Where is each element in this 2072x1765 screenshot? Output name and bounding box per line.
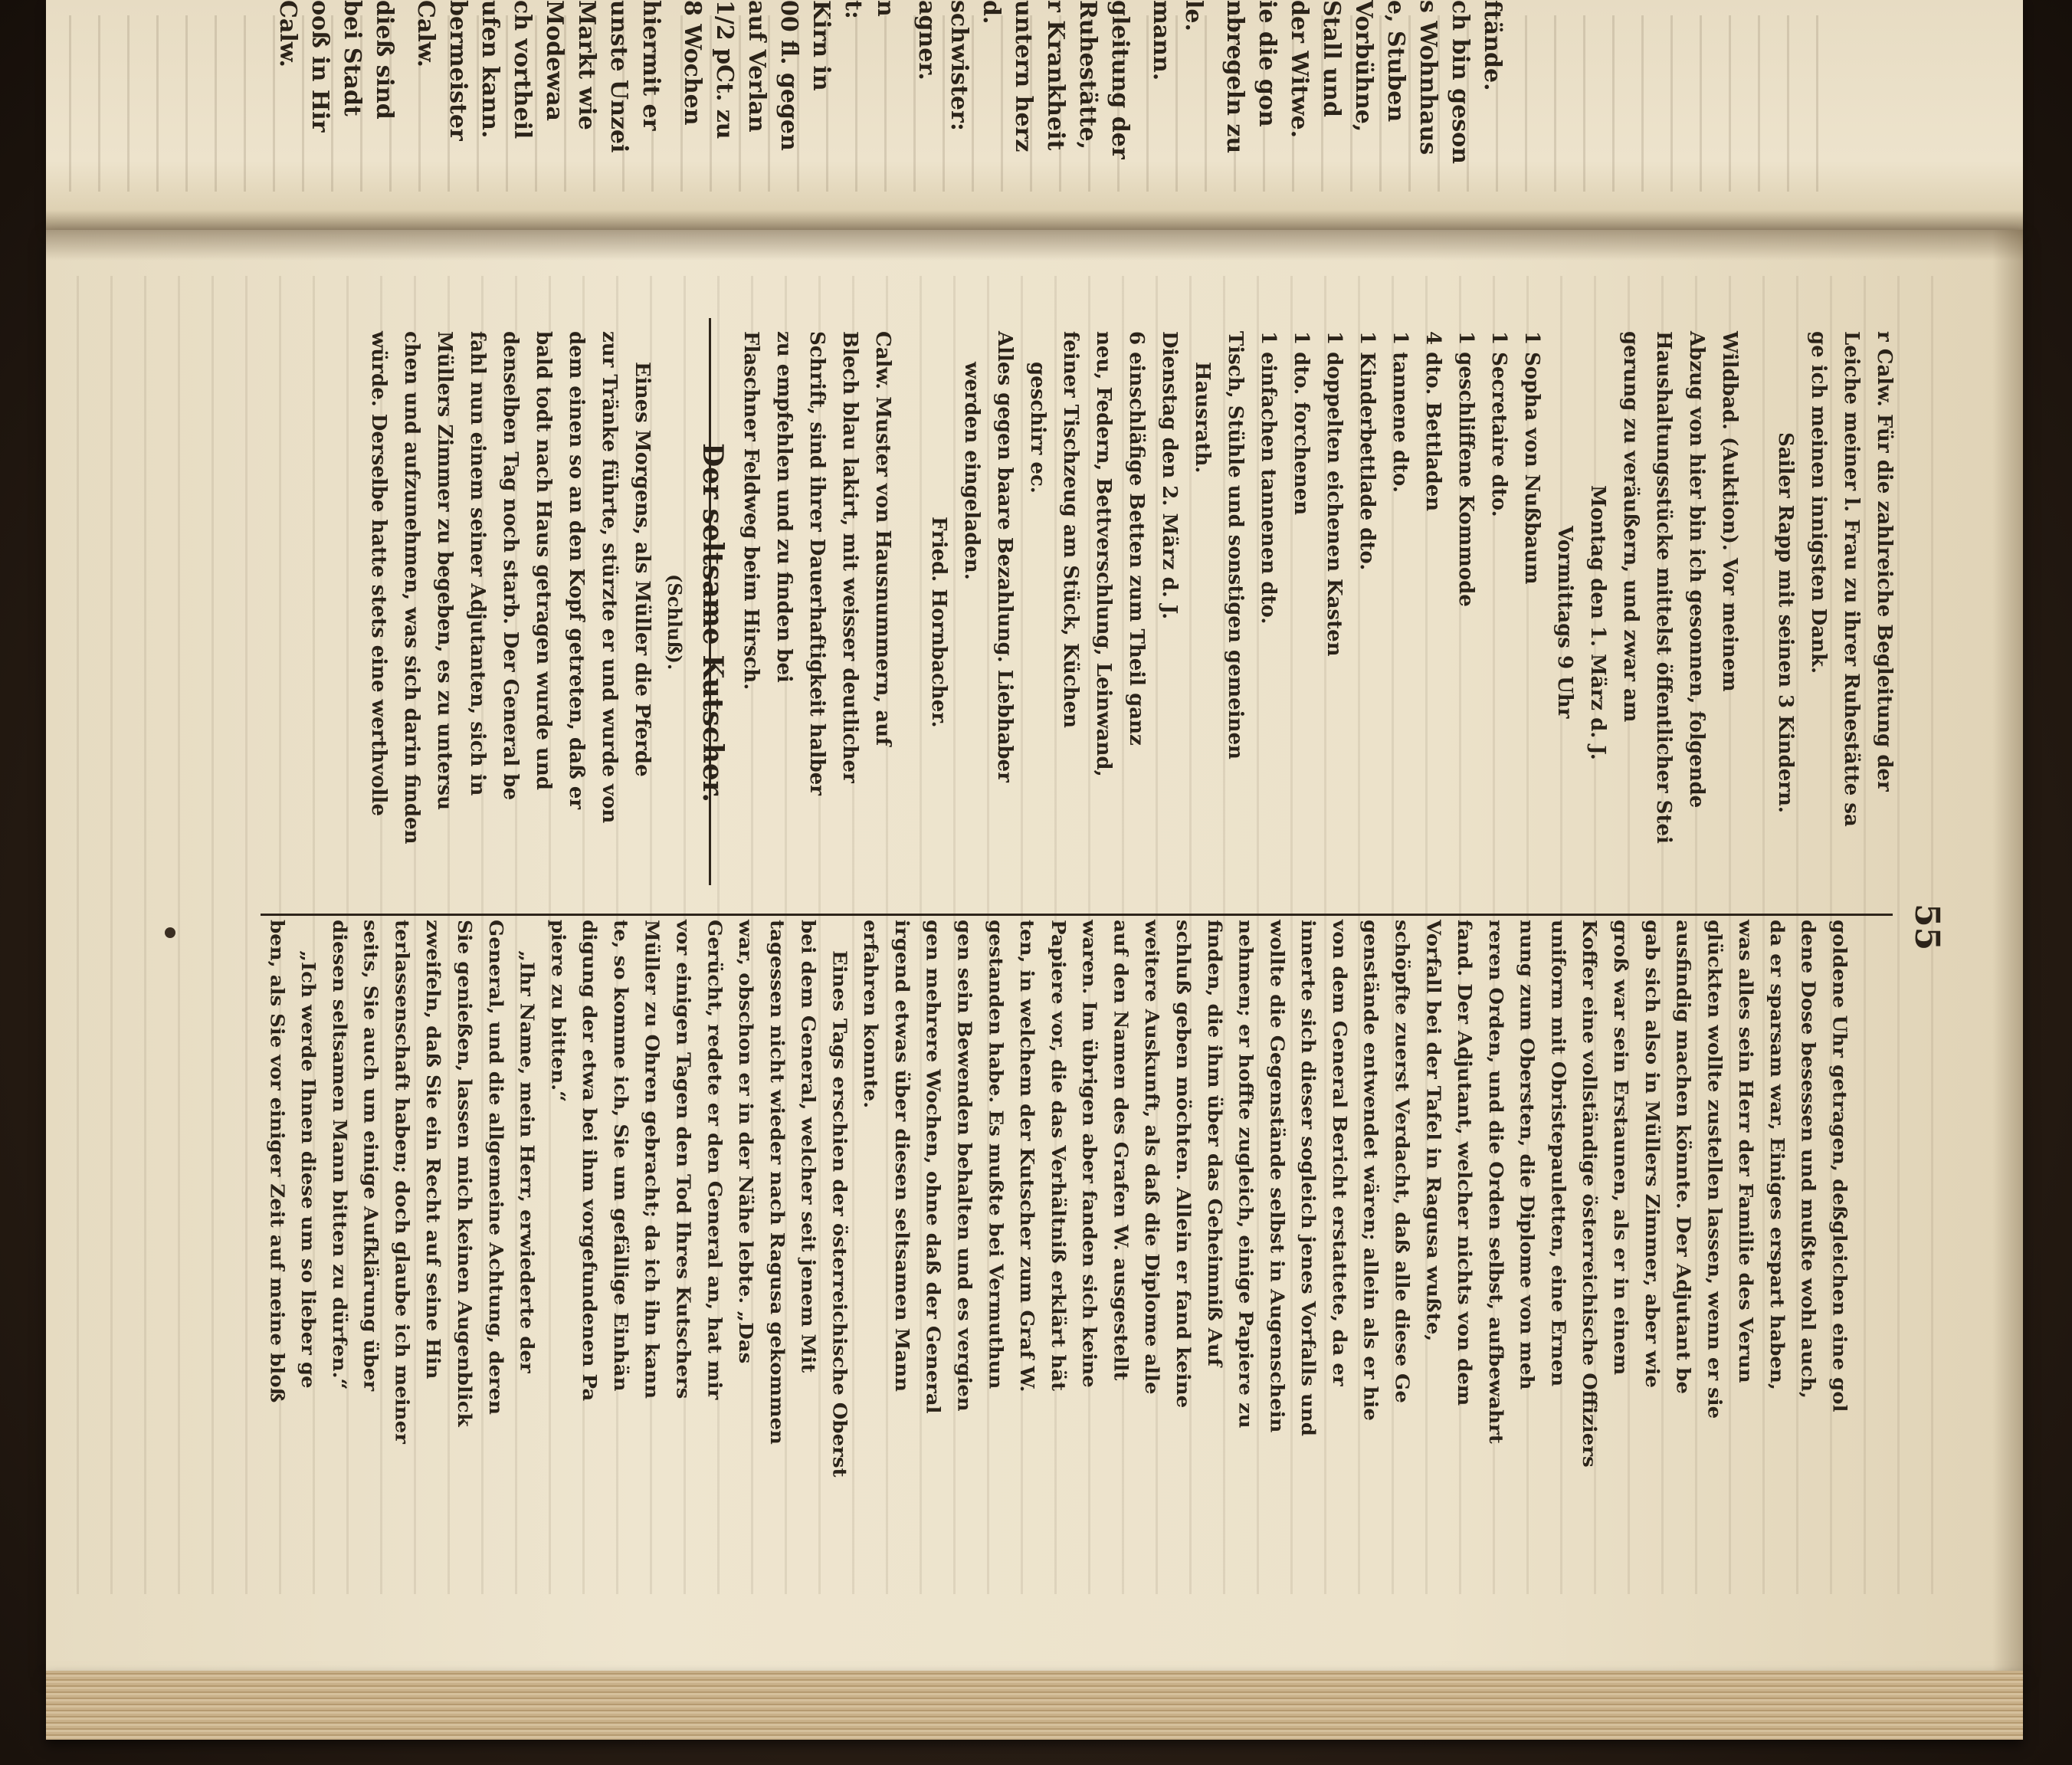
text-line: genstände entwendet wären; allein als er hie [1359,920,1382,1421]
text-line: General, und die allgemeine Achtung, deren [484,920,507,1416]
text-line: der Witwe. [1286,0,1313,139]
text-line: 4 dto. Bettladen [1421,331,1444,512]
text-line: auf den Namen des Grafen W. ausgestellt [1109,920,1132,1381]
text-line: ten, in welchem der Kutscher zum Graf W. [1015,920,1038,1393]
text-line: 1 Secretaire dto. [1487,331,1510,517]
text-line: gab sich also in Müllers Zimmer, aber wie [1641,920,1663,1388]
text-line: Leiche meiner l. Frau zu ihrer Ruhestätte sa [1840,331,1863,827]
text-line: te, so komme ich, Sie um gefällige Einhän [609,920,631,1392]
text-line: zu empfehlen und zu finden bei [772,331,795,683]
text-line: ch vortheil [509,0,536,139]
text-line: Müller zu Ohren gebracht; da ich ihn kann [641,920,663,1399]
text-line: finden, die ihm über das Geheimniß Auf [1203,920,1225,1367]
text-line: da er sparsam war, Einiges erspart haben, [1765,920,1788,1390]
text-line: Alles gegen baare Bezahlung. Liebhaber [993,331,1016,782]
text-line: Kirn in [808,0,834,91]
text-line: 8 Wochen [679,0,706,126]
text-line: Calw. Muster von Hausnummern, auf [871,331,894,746]
text-line: ufen kann. [477,0,503,139]
gutter-shadow [46,230,2023,261]
text-line: irgend etwas über diesen seltsamen Mann [890,920,913,1393]
left-column-notices [362,331,1900,914]
story-title: Der seltsame Kutscher. [697,442,729,802]
text-line: s Wohnhaus [1415,0,1441,156]
text-line: ie die gon [1254,0,1280,127]
text-line: diesen seltsamen Mann bitten zu dürfen.“ [328,920,350,1390]
text-line: Müllers Zimmer zu begeben, es zu untersu [433,331,456,810]
text-line: 1 tannene dto. [1388,331,1411,493]
text-line: gerung zu veräußern, und zwar am [1619,331,1642,723]
text-line: erfahren konnte. [859,920,881,1109]
text-line: Blech blau lakirt, mit weisser deutlicher [838,331,861,783]
text-line: ben, als Sie vor einiger Zeit auf meine bloß [265,920,288,1403]
text-line: 1 Kinderbettlade dto. [1356,331,1379,571]
text-line: ooß in Hir [307,0,333,133]
text-line: Wildbad. (Auktion). Vor meinem [1718,331,1741,692]
text-line: le. [1180,0,1207,31]
text-line: r Calw. Für die zahlreiche Begleitung der [1873,331,1896,792]
text-line: 1 geschliffene Kommode [1454,331,1477,607]
text-line: weitere Auskunft, als daß die Diplome alle [1140,920,1163,1395]
page-curl-shadow [1992,230,2023,1671]
text-line: 6 einschläfige Betten zum Theil ganz [1125,331,1148,746]
text-line: Abzug von hier bin ich gesonnen, folgende [1685,331,1708,809]
text-line: Markt wie [573,0,600,130]
text-line: r Krankheit [1042,0,1069,151]
text-line: tagessen nicht wieder nach Ragusa gekommen [766,920,788,1445]
text-line: uniform mit Obristepauletten, eine Ernen [1546,920,1569,1387]
text-line: Gerücht, redete er den General an, hat mir [703,920,726,1400]
text-line: agner. [913,0,940,80]
text-line: digung der etwa bei ihm vorgefundenen Pa [578,920,600,1402]
column-divider [261,914,1893,916]
text-line: neu, Federn, Bettverschlung, Leinwand, [1092,331,1115,777]
text-line: Sailer Rapp mit seinen 3 Kindern. [1774,431,1797,813]
page-number: 55 [1907,904,1946,951]
text-line: reren Orden, und die Orden selbst, aufbewahrt [1484,920,1506,1444]
text-line: Koffer eine vollständige österreichische Offiziers [1578,920,1601,1468]
text-line: ge ich meinen innigsten Dank. [1807,331,1830,674]
text-line: Montag den 1. März d. J. [1586,484,1609,760]
text-line: würde. Derselbe hatte stets eine werthvolle [367,331,390,816]
text-line: dene Dose besessen und mußte wohl auch, [1797,920,1819,1399]
previous-page-text [274,0,1506,222]
text-line: 1 doppelten eichenen Kasten [1323,331,1346,657]
previous-page-fragment [46,0,2023,230]
book-page-edges [46,1671,2023,1740]
text-line: bei dem General, welcher seit jenem Mit [796,920,819,1373]
text-line: Hausrath. [1191,362,1214,474]
text-line: war, obschon er in der Nähe lebte. „Das [734,920,756,1364]
text-line: Haushaltungsstücke mittelst öffentlicher Stei [1652,331,1675,844]
text-line: Tisch, Stühle und sonstigen gemeinen [1224,331,1247,759]
text-line: ftände. [1479,0,1506,91]
text-line: Vormittags 9 Uhr [1553,526,1576,719]
text-line: Calw. [274,0,301,67]
text-line: waren. Im übrigen aber fanden sich keine [1078,920,1100,1388]
text-line: d. [978,0,1005,25]
text-line: feiner Tischzeug am Stück, Küchen [1059,331,1082,728]
text-line: nung zum Obersten, die Diplome von meh [1516,920,1538,1390]
text-line: dieß sind [371,0,398,120]
text-line: denselben Tag noch starb. Der General be [499,331,522,801]
text-line: Papiere vor, die das Verhältniß erklärt hät [1047,920,1069,1392]
text-line: 1 dto. forchenen [1290,331,1313,516]
text-line: schluß geben möchten. Allein er fand keine [1172,920,1194,1409]
text-line: gen sein Bewenden behalten und es vergien [952,920,975,1412]
story-subtitle: (Schluß). [664,574,686,671]
text-line: 1/2 pCt. zu [711,0,738,139]
text-line: bermeister [444,0,471,141]
text-line: gleitung der [1106,0,1133,159]
text-line: zweifeln, daß Sie ein Recht auf seine Hin [421,920,444,1380]
text-line [1746,331,1769,914]
text-line: schwister: [946,0,972,131]
text-line: wollte die Gegenstände selbst in Augenschein [1265,920,1288,1433]
text-line: dem einen so an den Kopf getreten, daß er [565,331,588,809]
text-line: mann. [1148,0,1175,81]
text-line: Vorfall bei der Tafel in Ragusa wußte, [1421,920,1444,1342]
text-line: bald todt nach Haus getragen wurde und [532,331,555,790]
text-line: ausfindig machen könnte. Der Adjutant be [1671,920,1694,1394]
text-line: nbregeln zu [1221,0,1248,154]
text-line: Vorbühne, [1350,0,1377,133]
text-line: chen und aufzunehmen, was sich darin finden [400,331,423,845]
text-line: unste Unzei [605,0,632,153]
text-line: hiermit er [638,0,664,131]
text-line: „Ihr Name, mein Herr, erwiederte der [515,950,538,1373]
text-line [899,331,922,914]
text-line: 00 fl. gegen [775,0,802,151]
text-line: glückten wollte zustellen lassen, wenn er sie [1703,920,1726,1419]
text-line: „Ich werde Ihnen diese um so lieber ge [297,950,319,1389]
text-line: zur Tränke führte, stürzte er und wurde von [598,331,621,824]
right-column-story [261,920,1854,1609]
text-line: was alles sein Herr der Familie des Verun [1734,920,1756,1383]
text-line: Eines Tags erschien der österreichische Oberst [828,950,851,1478]
text-line: innerte sich dieser sogleich jenes Vorfalls und [1297,920,1319,1436]
text-line: Modewaa [541,0,568,121]
text-line: piere zu bitten.“ [546,920,569,1103]
text-line: groß war sein Erstaunen, als er in einem [1609,920,1631,1376]
text-line: Eines Morgens, als Müller die Pferde [631,362,654,777]
text-line: Calw. [412,0,439,67]
text-line: Schrift, sind ihrer Dauerhaftigkeit halber [805,331,828,796]
text-line: schöpfte zuerst Verdacht, daß alle diese Ge [1390,920,1413,1403]
text-line: t: [840,0,867,19]
text-line: 1 Sopha von Nußbaum [1520,331,1543,585]
text-line: Fried. Hornbacher. [927,517,950,728]
text-line: geschirr ec. [1026,362,1049,494]
text-line: gen mehrere Wochen, ohne daß der General [922,920,944,1414]
text-line: ch bin geson [1447,0,1474,164]
text-line: e, Stuben [1382,0,1409,123]
text-line: n [872,0,899,17]
text-line: vor einigen Tagen den Tod Ihres Kutschers [671,920,694,1399]
text-line: goldene Uhr getragen, deßgleichen eine gol [1828,920,1851,1412]
text-line: nehmen; er hoffte zugleich, einige Papiere zu [1234,920,1257,1429]
text-line: fahl nun einem seiner Adjutanten, sich in [466,331,489,796]
text-line: von dem General Bericht erstattete, da er [1328,920,1350,1386]
text-line: Stall und [1318,0,1345,117]
text-line: auf Verlan [743,0,770,133]
text-line: gestanden habe. Es mußte bei Vermuthun [984,920,1007,1389]
text-line: untern herz [1010,0,1037,153]
text-line: seits, Sie auch um einige Aufklärung über [359,920,382,1392]
text-line: werden eingeladen. [960,362,983,580]
text-line: Sie genießen, lassen mich keinen Augenblick [453,920,475,1427]
text-line: Dienstag den 2. März d. J. [1158,331,1181,620]
ink-spot [165,927,175,938]
text-line: Flaschner Feldweg beim Hirsch. [739,331,762,691]
text-line: Ruhestätte, [1074,0,1101,150]
text-line: bei Stadt [339,0,366,116]
text-line: terlassenschaft haben; doch glaube ich meiner [390,920,413,1444]
text-line: 1 einfachen tannenen dto. [1257,331,1280,625]
text-line: fand. Der Adjutant, welcher nichts von dem [1453,920,1475,1406]
